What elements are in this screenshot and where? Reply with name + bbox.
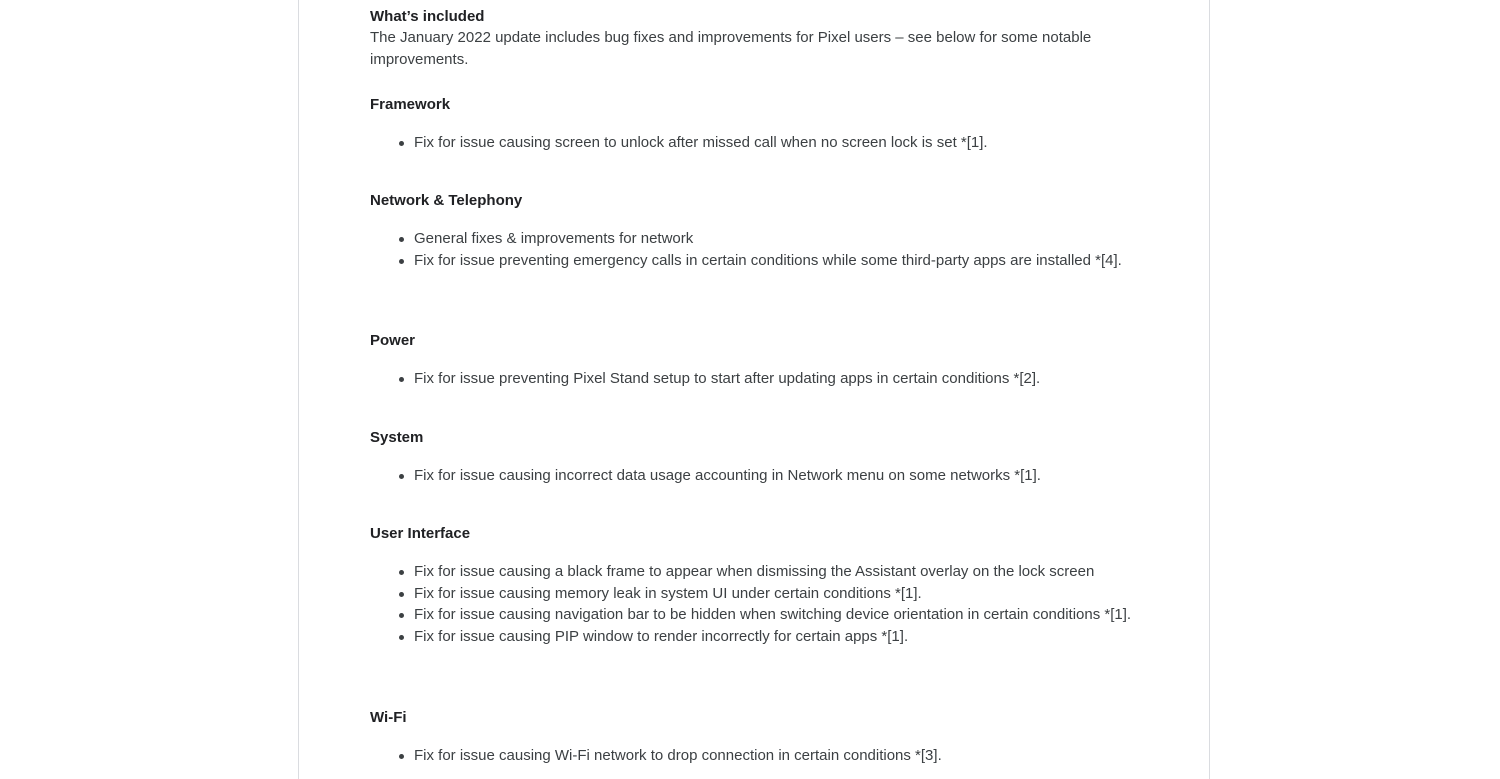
bullet-icon xyxy=(399,570,404,575)
article-content xyxy=(370,6,1150,764)
section-system xyxy=(370,428,1150,484)
bullet-icon xyxy=(399,377,404,382)
list-item-text: Fix for issue causing Wi-Fi network to drop connection in certain conditions *[3]. xyxy=(414,747,942,764)
list-item xyxy=(370,132,1144,154)
list-item-text: Fix for issue causing PIP window to render incorrectly for certain apps *[1]. xyxy=(414,628,909,646)
list-item xyxy=(370,465,1144,487)
list-item xyxy=(370,561,1144,583)
bullet-list xyxy=(370,368,1150,390)
list-item-text: Fix for issue causing navigation bar to be hidden when switching device orientation in certain conditions *[1]. xyxy=(414,606,1132,624)
list-item-text: Fix for issue causing incorrect data usage accounting in Network menu on some networks *[1]. xyxy=(414,467,1041,484)
list-item xyxy=(370,228,1144,250)
bullet-list xyxy=(370,465,1150,487)
bullet-icon xyxy=(399,474,404,479)
bullet-list xyxy=(370,228,1150,271)
bullet-icon xyxy=(399,635,404,640)
section-title: Wi-Fi xyxy=(370,709,407,726)
section-user-interface xyxy=(370,524,1150,646)
section-title: User Interface xyxy=(370,525,471,542)
section-title: Framework xyxy=(370,96,451,113)
bullet-icon xyxy=(399,754,404,759)
bullet-icon xyxy=(399,613,404,618)
whats-included-heading: What’s included xyxy=(370,8,485,25)
bullet-icon xyxy=(399,141,404,146)
list-item-text: General fixes & improvements for network xyxy=(414,230,694,247)
list-item xyxy=(370,368,1144,390)
list-item-text: Fix for issue causing memory leak in system UI under certain conditions *[1]. xyxy=(414,584,922,602)
section-title: System xyxy=(370,429,424,446)
intro-paragraph: The January 2022 update includes bug fixes and improvements for Pixel users – see below for some notable improvements. xyxy=(370,29,1092,68)
section-wifi xyxy=(370,708,1150,764)
bullet-list xyxy=(370,132,1150,154)
list-item-text: Fix for issue causing a black frame to appear when dismissing the Assistant overlay on the lock screen xyxy=(414,563,1095,580)
bullet-icon xyxy=(399,237,404,242)
list-item xyxy=(370,626,1144,648)
bullet-icon xyxy=(399,592,404,597)
list-item xyxy=(370,250,1144,272)
bullet-list xyxy=(370,745,1150,767)
list-item xyxy=(370,604,1144,626)
list-item-text: Fix for issue preventing Pixel Stand setup to start after updating apps in certain conditions *[2]. xyxy=(414,370,1041,387)
section-title: Network & Telephony xyxy=(370,192,523,209)
section-title: Power xyxy=(370,332,416,349)
bullet-list xyxy=(370,561,1150,648)
list-item xyxy=(370,583,1144,605)
section-framework xyxy=(370,95,1150,151)
bullet-icon xyxy=(399,259,404,264)
section-power xyxy=(370,331,1150,387)
section-network-telephony xyxy=(370,191,1150,269)
list-item-text: Fix for issue causing screen to unlock after missed call when no screen lock is set *[1]. xyxy=(414,134,988,151)
list-item-text: Fix for issue preventing emergency calls in certain conditions while some third-party apps are installed *[4]. xyxy=(414,251,1122,269)
list-item xyxy=(370,745,1144,767)
article-panel xyxy=(298,0,1210,779)
